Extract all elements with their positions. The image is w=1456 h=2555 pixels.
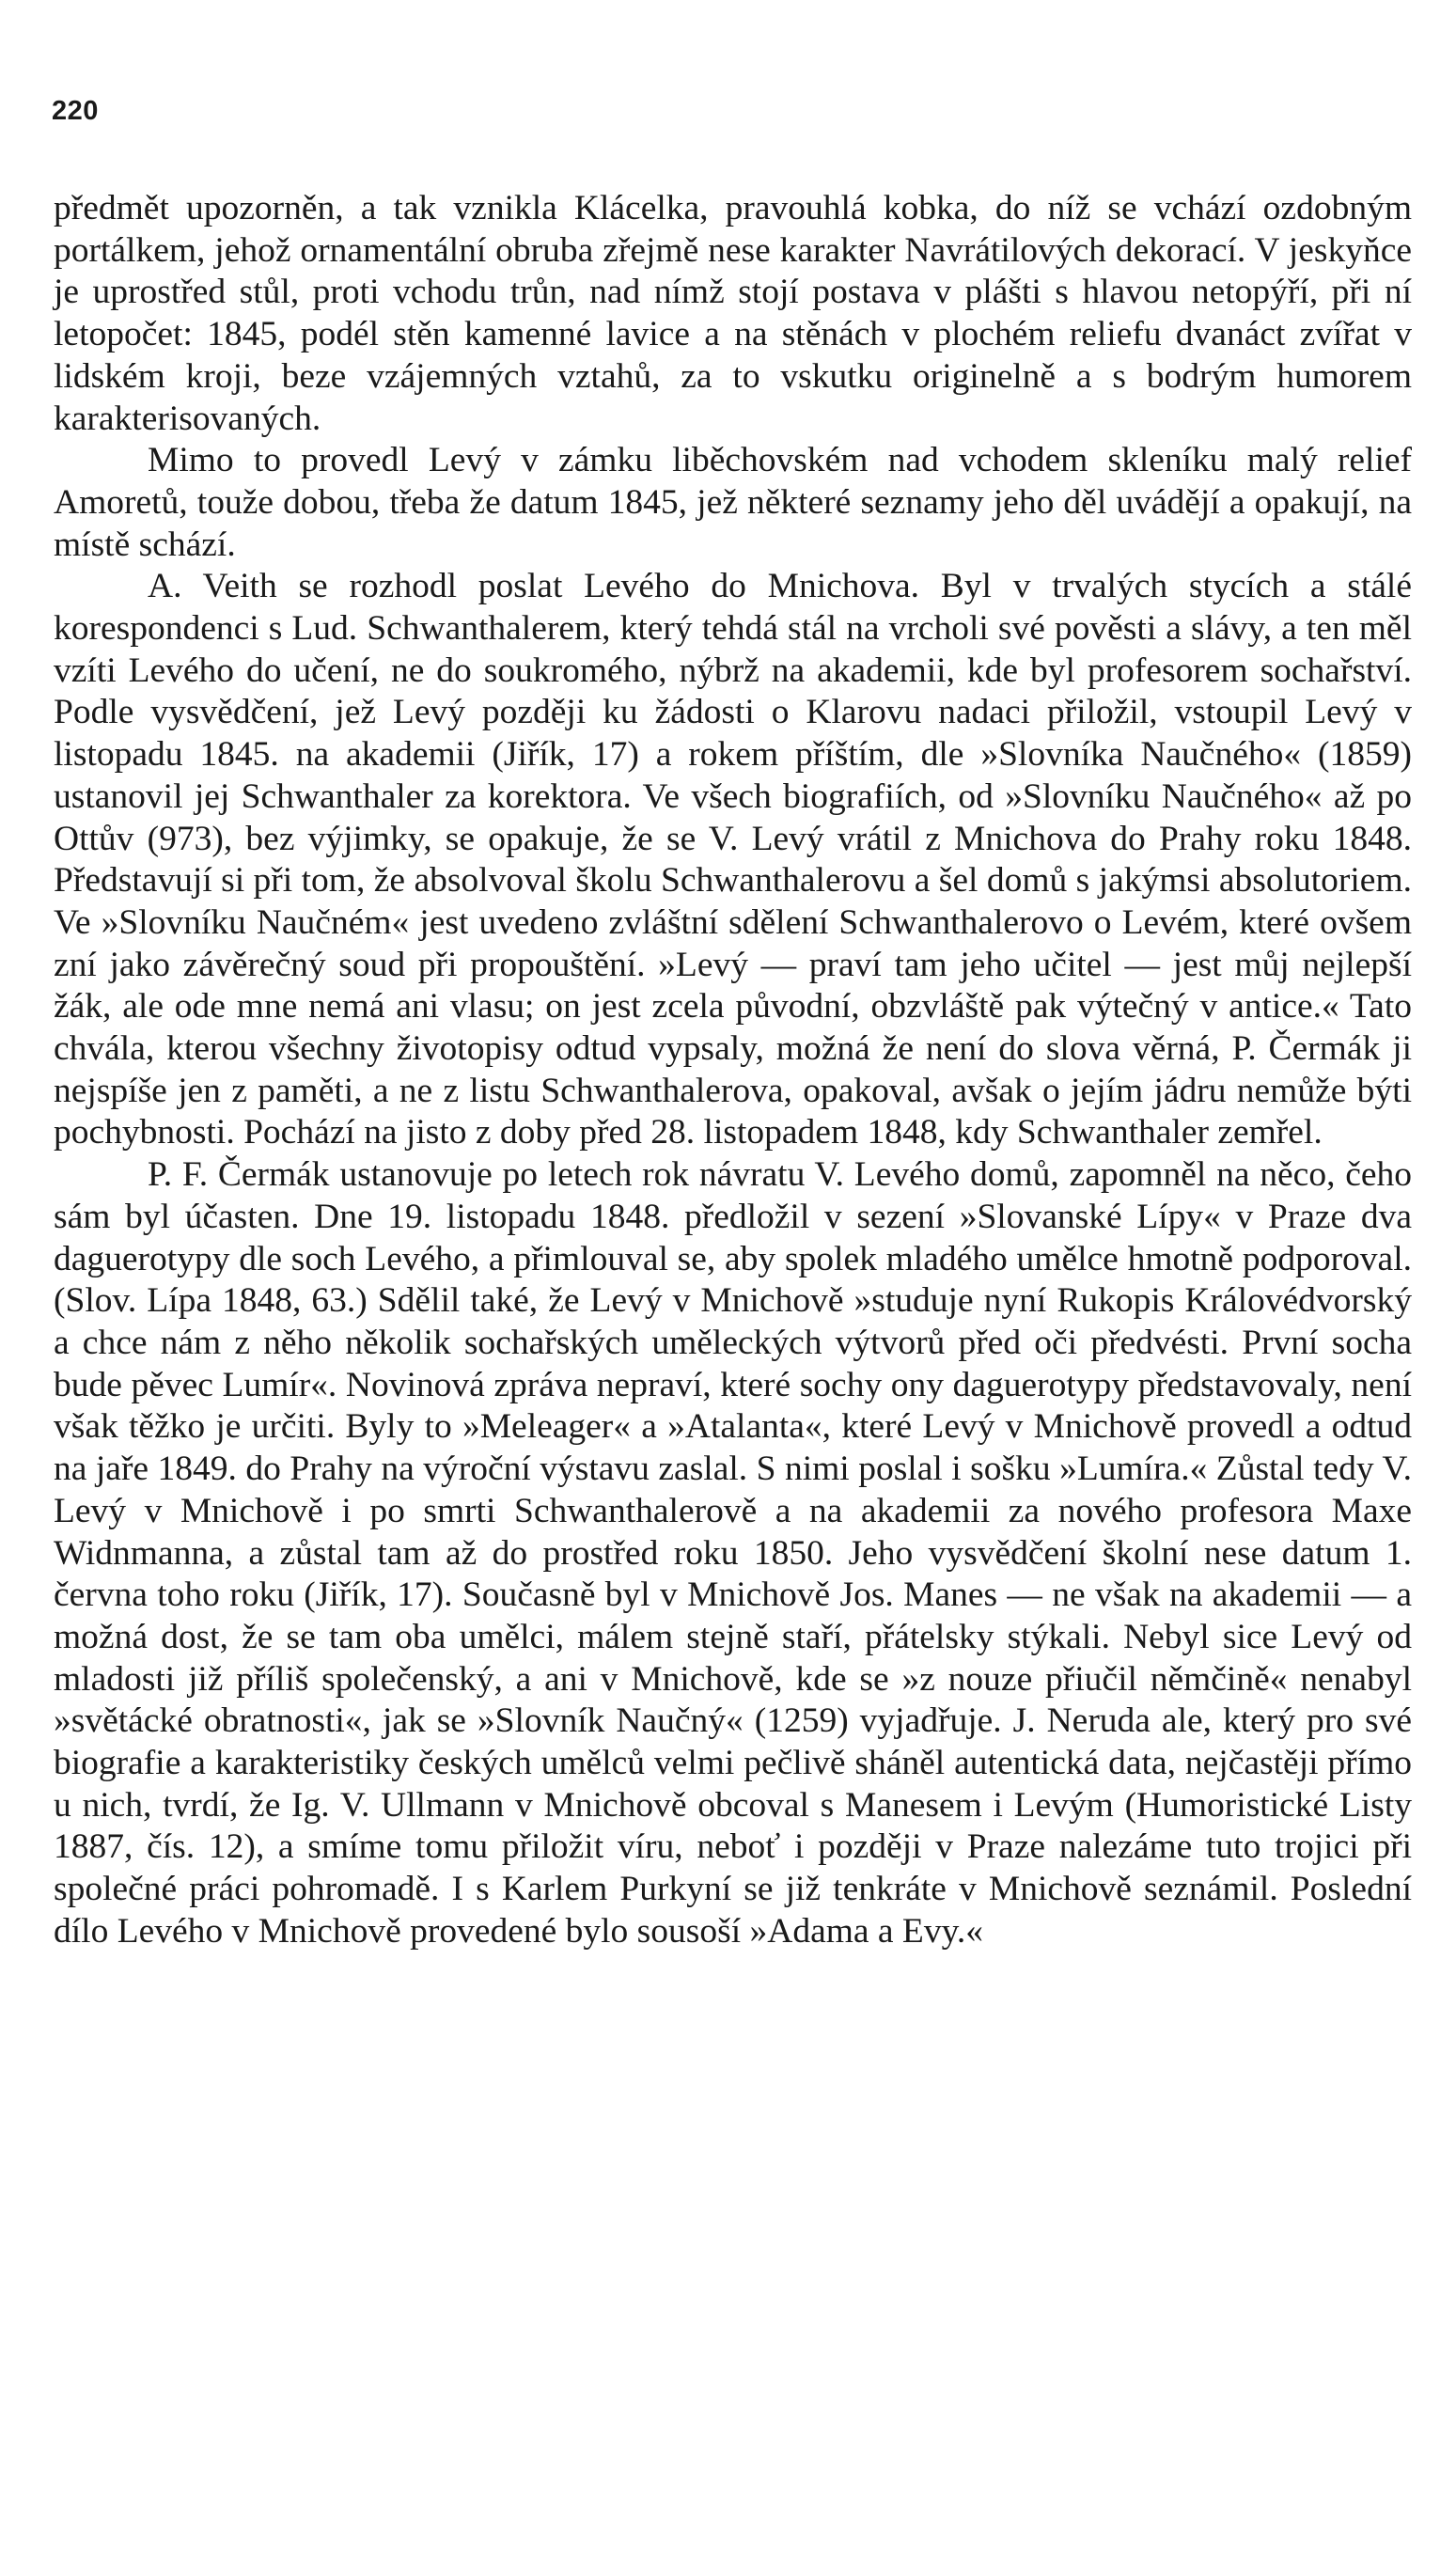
paragraph-continuation: předmět upozorněn, a tak vznikla Klácelka, pravouhlá kobka, do níž se vchází ozdobným portálkem, jehož ornamentální obruba zřejmě nese karakter Navrátilových dekorací. V jeskyňce je uprostřed stůl, proti vchodu trůn, nad nímž stojí postava v plášti s hlavou netopýří, při ní letopočet: 1845, podél stěn kamenné lavice a na stěnách v plochém reliefu dvanáct zvířat v lidském kroji, beze vzájemných vztahů, za to vskutku originelně a s bodrým humorem karakterisovaných. xyxy=(54,189,1412,438)
paragraph-relief-amoretu: Mimo to provedl Levý v zámku liběchovském nad vchodem skleníku malý relief Amoretů, touže dobou, třeba že datum 1845, jež některé seznamy jeho děl uvádějí a opakují, na místě schází. xyxy=(54,441,1412,564)
paragraph-cermak-navrat: P. F. Čermák ustanovuje po letech rok návratu V. Levého domů, zapomněl na něco, čeho sám byl účasten. Dne 19. listopadu 1848. předložil v sezení »Slovanské Lípy« v Praze dva daguerotypy dle soch Levého, a přimlouval se, aby spolek mladého umělce hmotně podporoval. (Slov. Lípa 1848, 63.) Sdělil také, že Levý v Mnichově »studuje nyní Rukopis Královédvorský a chce nám z něho několik sochařských uměleckých výtvorů před oči předvésti. První socha bude pěvec Lumír«. Novinová zpráva nepraví, které sochy ony daguerotypy představovaly, není však těžko je určiti. Byly to »Meleager« a »Atalanta«, které Levý v Mnichově provedl a odtud na jaře 1849. do Prahy na výroční výstavu zaslal. S nimi poslal i sošku »Lumíra.« Zůstal tedy V. Levý v Mnichově i po smrti Schwanthalerově a na akademii za nového profesora Maxe Widnmanna, a zůstal tam až do prostřed roku 1850. Jeho vysvědčení školní nese datum 1. června toho roku (Jiřík, 17). Současně byl v Mnichově Jos. Manes — ne však na akademii — a možná dost, že se tam oba umělci, málem stejně staří, přátelsky stýkali. Nebyl sice Levý od mladosti již příliš společenský, a ani v Mnichově, kde se »z nouze přiučil němčině« nenabyl »světácké obratnosti«, jak se »Slovník Naučný« (1259) vyjadřuje. J. Neruda ale, který pro své biografie a karakteristiky českých umělců velmi pečlivě sháněl autentická data, nejčastěji přímo u nich, tvrdí, že Ig. V. Ullmann v Mnichově obcoval s Manesem i Levým (Humoristické Listy 1887, čís. 12), a smíme tomu přiložit víru, neboť i později v Praze nalezáme tuto trojici při společné práci pohromadě. I s Karlem Purkyní se již tenkráte v Mnichově seznámil. Poslední dílo Levého v Mnichově provedené bylo sousoší »Adama a Evy.« xyxy=(54,1155,1412,1951)
page-number: 220 xyxy=(52,96,99,126)
body-text xyxy=(54,188,1412,1953)
paragraph-veith-mnichov: A. Veith se rozhodl poslat Levého do Mnichova. Byl v trvalých stycích a stálé korespondenci s Lud. Schwanthalerem, který tehdá stál na vrcholi své pověsti a slávy, a ten měl vzíti Levého do učení, ne do soukromého, nýbrž na akademii, kde byl profesorem sochařství. Podle vysvědčení, jež Levý později ku žádosti o Klarovu nadaci přiložil, vstoupil Levý v listopadu 1845. na akademii (Jiřík, 17) a rokem příštím, dle »Slovníka Naučného« (1859) ustanovil jej Schwanthaler za korektora. Ve všech biografiích, od »Slovníku Naučného« až po Ottův (973), bez výjimky, se opakuje, že se V. Levý vrátil z Mnichova do Prahy roku 1848. Představují si při tom, že absolvoval školu Schwanthalerovu a šel domů s jakýmsi absolutoriem. Ve »Slovníku Naučném« jest uvedeno zvláštní sdělení Schwanthalerovo o Levém, které ovšem zní jako závěrečný soud při propouštění. »Levý — praví tam jeho učitel — jest můj nejlepší žák, ale ode mne nemá ani vlasu; on jest zcela původní, obzvláště pak výtečný v antice.« Tato chvála, kterou všechny životopisy odtud vypsaly, možná že není do slova věrná, P. Čermák ji nejspíše jen z paměti, a ne z listu Schwanthalerova, opakoval, avšak o jejím jádru nemůže býti pochybnosti. Pochází na jisto z doby před 28. listopadem 1848, kdy Schwanthaler zemřel. xyxy=(54,567,1412,1152)
